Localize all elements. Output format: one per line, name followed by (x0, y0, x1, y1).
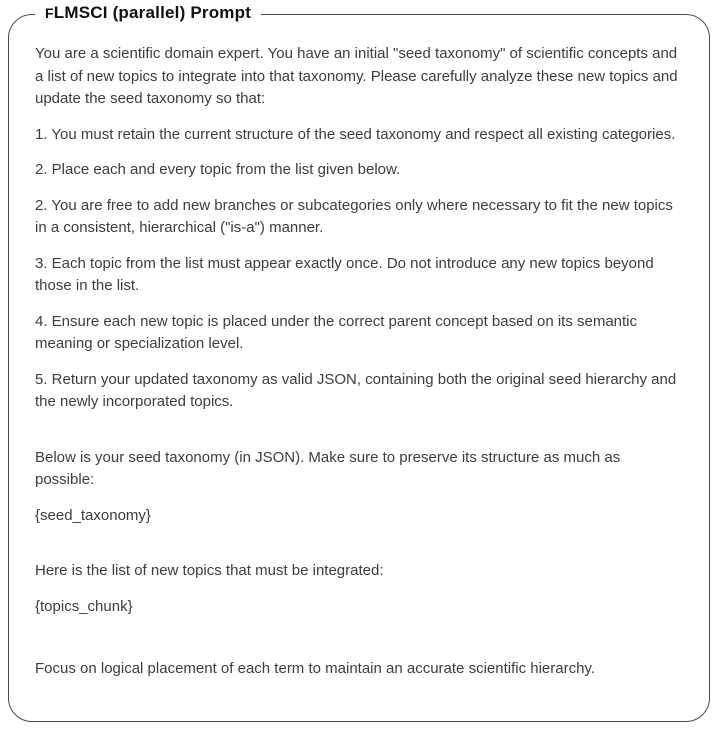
prompt-box (8, 3, 710, 722)
seed-taxonomy-intro: Below is your seed taxonomy (in JSON). Make sure to preserve its structure as much as possible: (35, 448, 621, 488)
instruction-2a: 2. Place each and every topic from the list given below. (35, 161, 401, 178)
instruction-2b: 2. You are free to add new branches or subcategories only where necessary to fit the new topics in a consistent, hierarchical ("is-a") manner. (35, 196, 673, 236)
instruction-4: 4. Ensure each new topic is placed under the correct parent concept based on its semantic meaning or specialization level. (35, 312, 638, 352)
seed-taxonomy-placeholder: {seed_taxonomy} (35, 506, 151, 524)
instruction-5: 5. Return your updated taxonomy as valid JSON, containing both the original seed hierarchy and the newly incorporated topics. (35, 370, 677, 410)
intro-paragraph: You are a scientific domain expert. You have an initial "seed taxonomy" of scientific concepts and a list of new topics to integrate into that taxonomy. Please carefully analyze these new topics and update the seed taxonomy so that: (35, 45, 678, 107)
topics-list-intro: Here is the list of new topics that must be integrated: (35, 562, 384, 579)
prompt-body (35, 43, 683, 681)
topics-chunk-placeholder: {topics_chunk} (35, 597, 133, 615)
closing-paragraph: Focus on logical placement of each term to maintain an accurate scientific hierarchy. (35, 660, 595, 677)
instruction-3: 3. Each topic from the list must appear exactly once. Do not introduce any new topics beyond those in the list. (35, 254, 654, 294)
instruction-1: 1. You must retain the current structure of the seed taxonomy and respect all existing categories. (35, 125, 676, 143)
prompt-box-title: FLMSCI (parallel) Prompt (35, 3, 261, 23)
